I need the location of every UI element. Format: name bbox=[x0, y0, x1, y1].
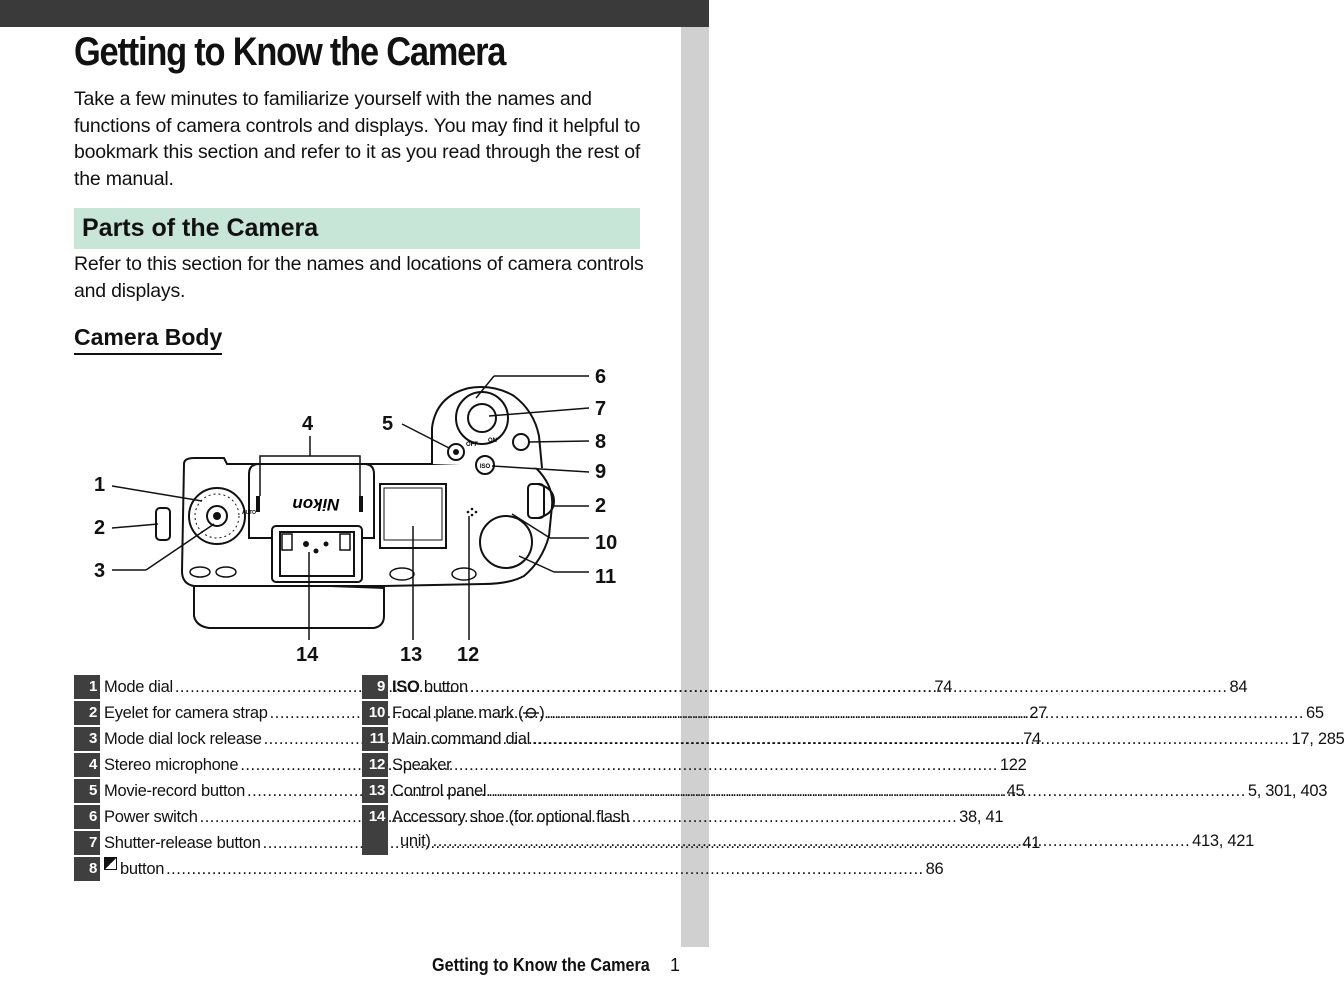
brand-logo: Nikon bbox=[292, 495, 340, 514]
part-label-strong: ISO bbox=[392, 678, 420, 696]
iso-badge-label: ISO bbox=[479, 464, 491, 470]
callout-3: 3 bbox=[94, 560, 106, 582]
part-number: 12 bbox=[362, 753, 388, 777]
callout-1: 1 bbox=[94, 474, 106, 496]
page-title: Getting to Know the Camera bbox=[74, 30, 506, 74]
part-label: Mode dial bbox=[104, 678, 173, 696]
mode-dial-auto-label: AUTO bbox=[242, 510, 257, 516]
part-number: 13 bbox=[362, 779, 388, 803]
part-page: 27 bbox=[1029, 704, 1047, 722]
focal-plane-icon bbox=[523, 705, 539, 721]
part-label-end: ) bbox=[539, 704, 545, 722]
callout-8: 8 bbox=[595, 431, 607, 453]
part-number: 10 bbox=[362, 701, 388, 725]
part-page: 84 bbox=[1229, 678, 1248, 696]
part-page: 74 bbox=[934, 678, 953, 696]
section-title: Parts of the Camera bbox=[82, 214, 319, 242]
intro-paragraph: Take a few minutes to familiarize yourself with the names and functions of camera controls and displays. You may find it helpful to bookmark this section and refer to it as you read through the rest of the manual. bbox=[74, 88, 641, 190]
part-label: Speaker bbox=[392, 756, 452, 774]
camera-base-outline bbox=[194, 581, 384, 628]
part-page: 5, 301, 403 bbox=[1247, 782, 1328, 800]
list-item bbox=[362, 753, 640, 779]
part-label: Eyelet for camera strap bbox=[104, 704, 268, 722]
exposure-compensation-button bbox=[513, 434, 529, 450]
part-label: Accessory shoe (for optional flash bbox=[392, 808, 630, 826]
switch-on-label: ON bbox=[488, 438, 497, 444]
callout-11: 11 bbox=[595, 566, 617, 588]
shutter-release-button bbox=[468, 404, 496, 432]
main-command-dial bbox=[480, 516, 532, 568]
part-label: Focal plane mark ( bbox=[392, 704, 524, 722]
part-number: 8 bbox=[74, 857, 100, 881]
part-page: 17, 285 bbox=[1291, 730, 1344, 748]
running-footer-title: Getting to Know the Camera bbox=[432, 955, 650, 975]
part-label: Main command dial bbox=[392, 730, 530, 748]
part-label: button bbox=[120, 860, 165, 878]
callout-2-left: 2 bbox=[94, 517, 106, 539]
camera-body-diagram bbox=[84, 356, 644, 668]
part-number: 2 bbox=[74, 701, 100, 725]
part-page: 122 bbox=[999, 756, 1027, 774]
callout-13: 13 bbox=[400, 644, 423, 666]
part-label-continued: unit) bbox=[400, 832, 431, 850]
callout-9: 9 bbox=[595, 461, 607, 483]
part-label: Stereo microphone bbox=[104, 756, 239, 774]
strap-eyelet-right bbox=[528, 484, 544, 518]
part-label: Mode dial lock release bbox=[104, 730, 262, 748]
part-page: 74 bbox=[1023, 730, 1041, 748]
callout-2-right: 2 bbox=[595, 495, 607, 517]
part-number: 9 bbox=[362, 675, 388, 699]
callout-14: 14 bbox=[296, 644, 319, 666]
callout-10: 10 bbox=[595, 532, 618, 554]
strap-eyelet-left bbox=[156, 508, 170, 540]
part-label: Shutter-release button bbox=[104, 834, 261, 852]
page-number: 1 bbox=[670, 955, 681, 975]
callout-5: 5 bbox=[382, 413, 394, 435]
part-page: 65 bbox=[1306, 704, 1324, 722]
switch-off-label: OFF bbox=[466, 442, 478, 448]
part-number: 5 bbox=[74, 779, 100, 803]
part-number: 14 bbox=[362, 805, 388, 855]
part-page: 41 bbox=[1022, 834, 1040, 852]
exposure-compensation-icon bbox=[104, 857, 117, 870]
subsection-title: Camera Body bbox=[74, 321, 222, 355]
part-label: Power switch bbox=[104, 808, 198, 826]
part-page: 45 bbox=[1006, 782, 1025, 800]
part-number: 1 bbox=[74, 675, 100, 699]
part-page: 86 bbox=[925, 860, 944, 878]
part-label: Movie-record button bbox=[104, 782, 246, 800]
part-number: 3 bbox=[74, 727, 100, 751]
callout-12: 12 bbox=[457, 644, 480, 666]
part-number: 6 bbox=[74, 805, 100, 829]
part-page: 38, 41 bbox=[959, 808, 1004, 826]
callout-4: 4 bbox=[302, 413, 314, 435]
callout-7: 7 bbox=[595, 398, 607, 420]
part-number: 11 bbox=[362, 727, 388, 751]
part-number: 7 bbox=[74, 831, 100, 855]
part-label: Control panel bbox=[392, 782, 487, 800]
callout-6: 6 bbox=[595, 366, 607, 388]
section-intro-paragraph: Refer to this section for the names and locations of camera controls and displays. bbox=[74, 253, 644, 302]
part-label: button bbox=[419, 678, 468, 696]
part-number: 4 bbox=[74, 753, 100, 777]
list-item bbox=[74, 857, 944, 883]
part-page: 413, 421 bbox=[1192, 832, 1254, 850]
header-bar bbox=[0, 0, 709, 27]
accessory-shoe-inner bbox=[280, 532, 354, 576]
